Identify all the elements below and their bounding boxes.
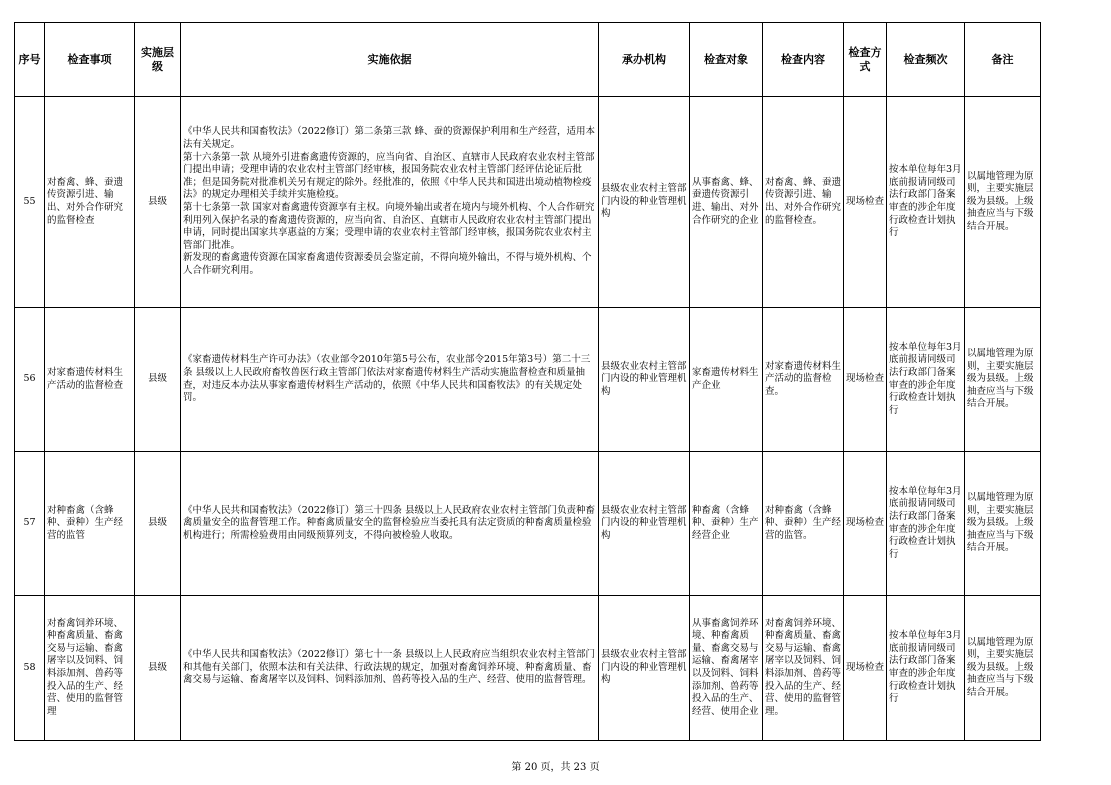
row-agency: 县级农业农村主管部门内设的种业管理机构 [599,97,690,308]
row-level: 县级 [135,596,181,741]
row-content: 对种畜禽（含蜂种、蚕种）生产经营的监管。 [763,452,844,596]
row-method: 现场检查 [844,97,887,308]
row-method: 现场检查 [844,308,887,452]
row-item: 对种畜禽（含蜂种、蚕种）生产经营的监管 [45,452,135,596]
basis-paragraph: 新发现的畜禽遗传资源在国家畜禽遗传资源委员会鉴定前，不得向境外输出，不得与境外机构、个人合作研究利用。 [183,252,592,276]
row-item: 对畜禽、蜂、蚕遗传资源引进、输出、对外合作研究的监督检查 [45,97,135,308]
row-content: 对畜禽饲养环境、种畜禽质量、畜禽交易与运输、畜禽屠宰以及饲料、饲料添加剂、兽药等投入品的生产、经营、使用的监督管理。 [763,596,844,741]
basis-paragraph: 《中华人民共和国畜牧法》（2022修订）第三十四条 县级以上人民政府农业农村主管部门负责种畜禽质量安全的监督管理工作。种畜禽质量安全的监督检验应当委托具有法定资质的种畜禽质量检验机构进行；所需检验费用由同级预算列支，不得向被检验人收取。 [183,504,595,541]
basis-paragraph: 《中华人民共和国畜牧法》（2022修订）第二条第三款 蜂、蚕的资源保护利用和生产经营，适用本法有关规定。 [183,126,595,151]
table-row [15,452,1041,596]
row-level: 县级 [135,97,181,308]
basis-paragraph: 《中华人民共和国畜牧法》（2022修订）第七十一条 县级以上人民政府应当组织农业农村主管部门和其他有关部门，依照本法和有关法律、行政法规的规定，加强对畜禽饲养环境、种畜禽质量、畜禽交易与运输、畜禽屠宰以及饲料、饲料添加剂、兽药等投入品的生产、经营、使用的监督管理。 [183,649,595,686]
row-number: 57 [15,452,45,596]
header-agency: 承办机构 [599,23,690,97]
row-frequency: 按本单位每年3月底前报请同级司法行政部门备案审查的涉企年度行政检查计划执行 [887,308,965,452]
row-content: 对家畜遗传材料生产活动的监督检查。 [763,308,844,452]
row-remark: 以属地管理为原则，主要实施层级为县级。上级抽查应当与下级结合开展。 [965,596,1041,741]
page-footer: 第 20 页，共 23 页 [511,762,600,773]
table-row [15,596,1041,741]
header-no: 序号 [15,23,45,97]
basis-paragraph: 第十七条第一款 国家对畜禽遗传资源享有主权。向境外输出或者在境内与境外机构、个人合作研究利用列入保护名录的畜禽遗传资源的，应当向省、自治区、直辖市人民政府农业农村主管部门提出申请，同时提出国家共享惠益的方案；受理申请的农业农村主管部门经审核，报国务院农业农村主管部门批准。 [183,202,595,251]
row-agency: 县级农业农村主管部门内设的种业管理机构 [599,596,690,741]
header-frequency: 检查频次 [887,23,965,97]
row-number: 58 [15,596,45,741]
row-frequency: 按本单位每年3月底前报请同级司法行政部门备案审查的涉企年度行政检查计划执行 [887,97,965,308]
row-frequency: 按本单位每年3月底前报请同级司法行政部门备案审查的涉企年度行政检查计划执行 [887,452,965,596]
row-basis [181,308,599,452]
basis-paragraph: 《家畜遗传材料生产许可办法》（农业部令2010年第5号公布，农业部令2015年第3号）第二十三条 县级以上人民政府畜牧兽医行政主管部门依法对家畜遗传材料生产活动实施监督检查和质量抽查，对违反本办法从事家畜遗传材料生产活动的，依照《中华人民共和国畜牧法》的有关规定处罚。 [183,354,591,404]
basis-paragraph: 第十六条第一款 从境外引进畜禽遗传资源的，应当向省、自治区、直辖市人民政府农业农村主管部门提出申请；受理申请的农业农村主管部门经审核，报国务院农业农村主管部门经评估论证后批准；但是国务院对批准机关另有规定的除外。经批准的，依照《中华人民共和国进出境动植物检疫法》的规定办理相关手续并实施检疫。 [183,151,595,201]
row-remark: 以属地管理为原则，主要实施层级为县级。上级抽查应当与下级结合开展。 [965,452,1041,596]
row-number: 56 [15,308,45,452]
row-frequency: 按本单位每年3月底前报请同级司法行政部门备案审查的涉企年度行政检查计划执行 [887,596,965,741]
row-method: 现场检查 [844,452,887,596]
header-remark: 备注 [965,23,1041,97]
row-item: 对畜禽饲养环境、种畜禽质量、畜禽交易与运输、畜禽屠宰以及饲料、饲料添加剂、兽药等投入品的生产、经营、使用的监督管理 [45,596,135,741]
row-level: 县级 [135,308,181,452]
row-agency: 县级农业农村主管部门内设的种业管理机构 [599,452,690,596]
header-level: 实施层级 [135,23,181,97]
table-row [15,97,1041,308]
header-basis: 实施依据 [181,23,599,97]
row-object: 种畜禽（含蜂种、蚕种）生产经营企业 [690,452,763,596]
row-item: 对家畜遗传材料生产活动的监督检查 [45,308,135,452]
row-level: 县级 [135,452,181,596]
header-item: 检查事项 [45,23,135,97]
row-remark: 以属地管理为原则，主要实施层级为县级。上级抽查应当与下级结合开展。 [965,308,1041,452]
row-object: 家畜遗传材料生产企业 [690,308,763,452]
row-basis [181,596,599,741]
row-object: 从事畜禽饲养环境、种畜禽质量、畜禽交易与运输、畜禽屠宰以及饲料、饲料添加剂、兽药等投入品的生产、经营、使用企业 [690,596,763,741]
inspection-table [14,22,1041,741]
row-content: 对畜禽、蜂、蚕遗传资源引进、输出、对外合作研究的监督检查。 [763,97,844,308]
row-basis [181,97,599,308]
row-method: 现场检查 [844,596,887,741]
header-object: 检查对象 [690,23,763,97]
row-number: 55 [15,97,45,308]
row-basis [181,452,599,596]
row-remark: 以属地管理为原则，主要实施层级为县级。上级抽查应当与下级结合开展。 [965,97,1041,308]
row-agency: 县级农业农村主管部门内设的种业管理机构 [599,308,690,452]
row-object: 从事畜禽、蜂、蚕遗传资源引进、输出、对外合作研究的企业 [690,97,763,308]
table-header-row [15,23,1041,97]
table-row [15,308,1041,452]
header-method: 检查方式 [844,23,887,97]
header-content: 检查内容 [763,23,844,97]
